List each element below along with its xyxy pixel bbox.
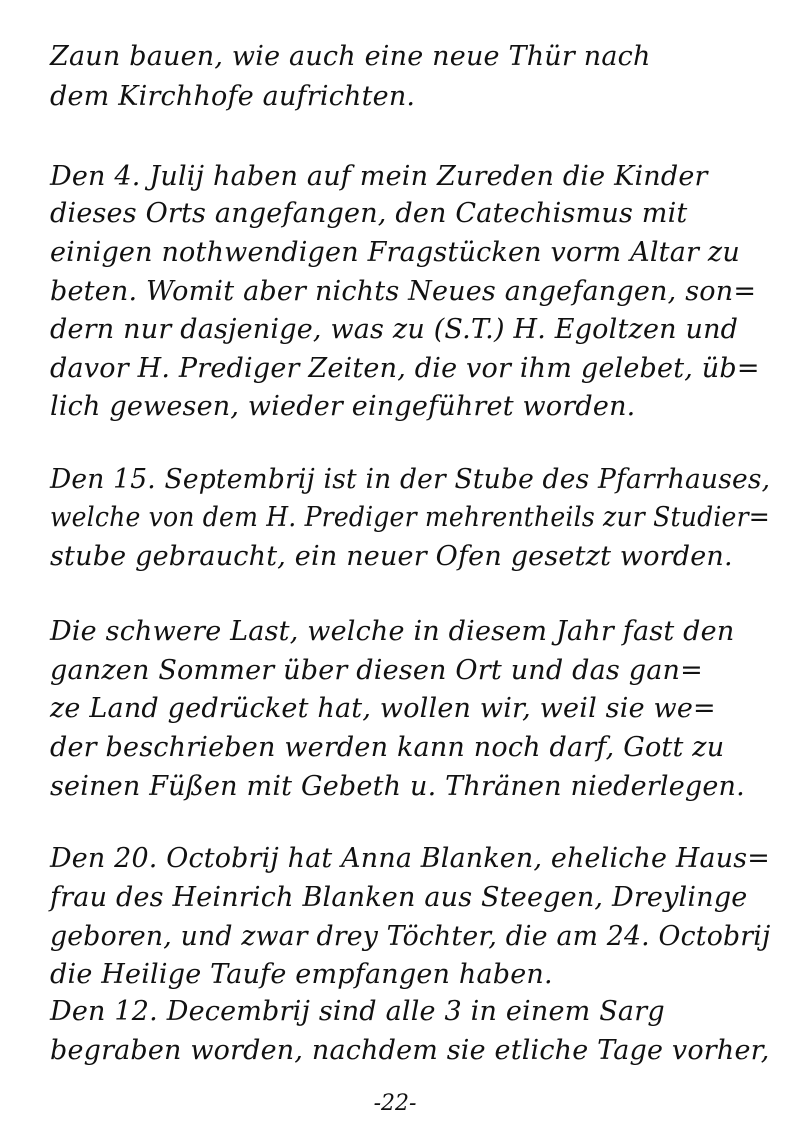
text-line: beten. Womit aber nichts Neues angefangen, son=	[50, 276, 757, 307]
text-line: geboren, und zwar drey Töchter, die am 24. Octobrij	[50, 921, 771, 952]
text-line: Den 20. Octobrij hat Anna Blanken, eheliche Haus=	[50, 843, 771, 874]
text-line: ze Land gedrücket hat, wollen wir, weil sie we=	[50, 693, 716, 724]
text-line: der beschrieben werden kann noch darf, Gott zu	[50, 732, 725, 763]
text-line: Die schwere Last, welche in diesem Jahr fast den	[50, 616, 735, 647]
text-line: Den 15. Septembrij ist in der Stube des Pfarrhauses,	[50, 464, 771, 495]
text-line: begraben worden, nachdem sie etliche Tage vorher,	[50, 1035, 770, 1066]
page-number: -22-	[373, 1091, 417, 1116]
text-line: Zaun bauen, wie auch eine neue Thür nach	[50, 41, 651, 72]
text-line: dem Kirchhofe aufrichten.	[50, 81, 416, 112]
text-line: welche von dem H. Prediger mehrentheils zur Studier=	[50, 502, 770, 533]
text-line: davor H. Prediger Zeiten, die vor ihm gelebet, üb=	[50, 353, 760, 384]
text-line: einigen nothwendigen Fragstücken vorm Altar zu	[50, 237, 740, 268]
text-line: dieses Orts angefangen, den Catechismus mit	[50, 198, 688, 229]
text-line: seinen Füßen mit Gebeth u. Thränen niederlegen.	[50, 771, 745, 802]
text-line: Den 12. Decembrij sind alle 3 in einem Sarg	[50, 996, 665, 1027]
text-line: frau des Heinrich Blanken aus Steegen, Dreylinge	[50, 882, 748, 913]
text-line: stube gebraucht, ein neuer Ofen gesetzt worden.	[50, 541, 733, 572]
text-line: die Heilige Taufe empfangen haben.	[50, 959, 553, 990]
text-line: ganzen Sommer über diesen Ort und das gan=	[50, 655, 703, 686]
text-line: lich gewesen, wieder eingeführet worden.	[50, 391, 636, 422]
text-line: dern nur dasjenige, was zu (S.T.) H. Egoltzen und	[50, 314, 739, 345]
text-line: Den 4. Julij haben auf mein Zureden die Kinder	[50, 161, 708, 192]
